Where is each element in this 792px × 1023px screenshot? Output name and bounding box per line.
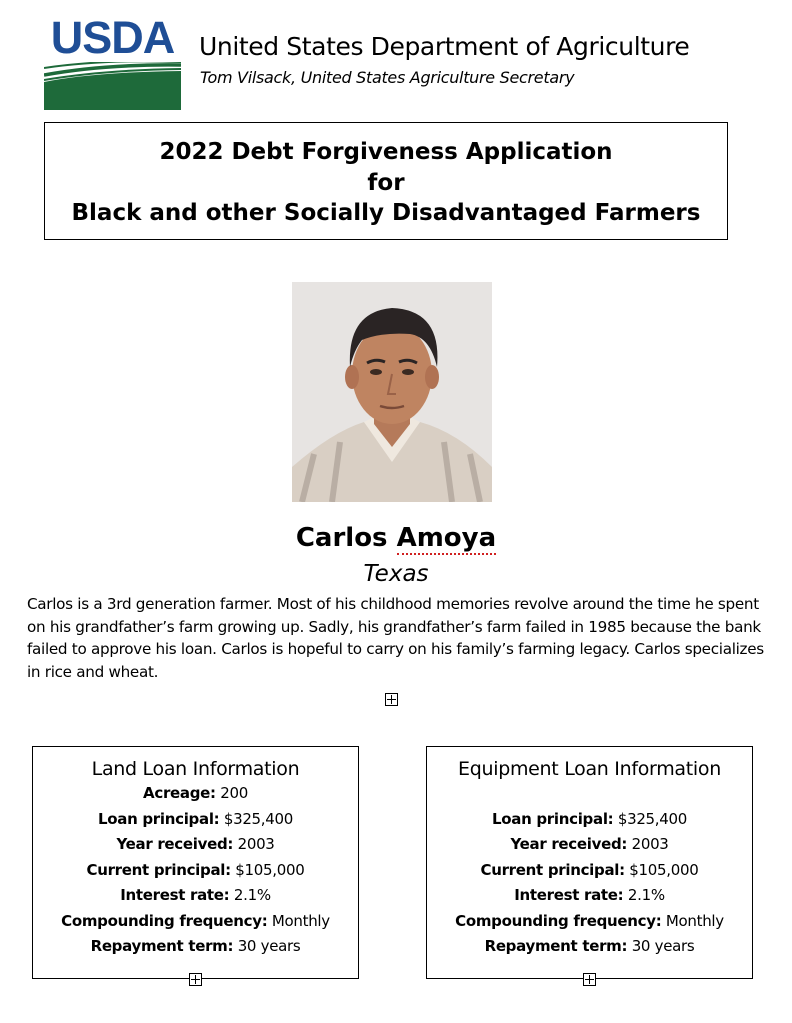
land-principal-value: $325,400: [223, 809, 294, 828]
usda-logo-text: USDA: [50, 12, 175, 63]
equipment-term-label: Repayment term:: [484, 937, 628, 955]
land-rate-row: [33, 883, 358, 909]
equipment-loan-box: [426, 746, 753, 979]
equipment-year-value: 2003: [631, 835, 669, 853]
farmer-last-name: Amoya: [396, 523, 497, 553]
title-line-1: 2022 Debt Forgiveness Application: [159, 139, 613, 165]
land-principal-label: Loan principal:: [97, 809, 220, 828]
usda-logo-fields: [44, 62, 181, 110]
farmer-first-name: Carlos: [295, 523, 388, 553]
equipment-principal-label: Loan principal:: [491, 809, 614, 828]
farmer-state: Texas: [363, 561, 429, 587]
land-compounding-value: Monthly: [271, 911, 330, 930]
land-principal-row: [33, 807, 358, 833]
usda-logo: [44, 14, 181, 110]
land-current-row: [33, 858, 358, 884]
land-acreage-row: [33, 781, 358, 807]
land-current-value: $105,000: [235, 860, 305, 879]
title-line-3: Black and other Socially Disadvantaged Farmers: [71, 200, 701, 226]
table-anchor-icon[interactable]: [583, 973, 596, 986]
table-anchor-icon[interactable]: [385, 693, 398, 706]
equipment-year-label: Year received:: [510, 835, 628, 853]
land-term-value: 30 years: [237, 937, 301, 955]
land-acreage-value: 200: [220, 784, 248, 802]
farmer-bio: Carlos is a 3rd generation farmer. Most of his childhood memories revolve around the time he spent on his grandfather’s farm growing up. Sadly, his grandfather’s farm failed in 1985 because the bank failed to approve his loan. Carlos is hopeful to carry on his family’s farming legacy. Carlos specializes in rice and wheat.: [27, 595, 764, 681]
equipment-current-value: $105,000: [629, 860, 699, 879]
land-term-label: Repayment term:: [90, 937, 234, 955]
equipment-rate-label: Interest rate:: [514, 886, 624, 904]
equipment-compounding-label: Compounding frequency:: [455, 911, 662, 930]
land-compounding-label: Compounding frequency:: [61, 911, 268, 930]
farmer-photo: [292, 282, 492, 502]
equipment-compounding-row: [427, 909, 752, 935]
equipment-rate-row: [427, 883, 752, 909]
land-year-value: 2003: [237, 835, 275, 853]
equipment-rate-value: 2.1%: [627, 886, 665, 904]
land-term-row: [33, 934, 358, 960]
equipment-term-row: [427, 934, 752, 960]
land-compounding-row: [33, 909, 358, 935]
title-line-2: for: [367, 169, 405, 196]
equipment-year-row: [427, 832, 752, 858]
secretary-line: Tom Vilsack, United States Agriculture Secretary: [200, 68, 575, 87]
land-acreage-label: Acreage:: [143, 784, 216, 802]
land-current-label: Current principal:: [86, 860, 231, 879]
land-rate-value: 2.1%: [233, 886, 271, 904]
land-rate-label: Interest rate:: [120, 886, 230, 904]
land-year-label: Year received:: [116, 835, 234, 853]
farmer-name: [0, 521, 792, 555]
equipment-current-label: Current principal:: [480, 860, 625, 879]
land-year-row: [33, 832, 358, 858]
department-name: United States Department of Agriculture: [199, 32, 690, 61]
equipment-principal-row: [427, 807, 752, 833]
land-loan-box: [32, 746, 359, 979]
equipment-principal-value: $325,400: [617, 809, 688, 828]
equipment-term-value: 30 years: [631, 937, 695, 955]
equipment-current-row: [427, 858, 752, 884]
equipment-loan-heading: Equipment Loan Information: [458, 758, 721, 780]
application-title-box: [44, 122, 728, 240]
table-anchor-icon[interactable]: [189, 973, 202, 986]
land-loan-heading: Land Loan Information: [91, 758, 300, 780]
equipment-compounding-value: Monthly: [665, 911, 724, 930]
